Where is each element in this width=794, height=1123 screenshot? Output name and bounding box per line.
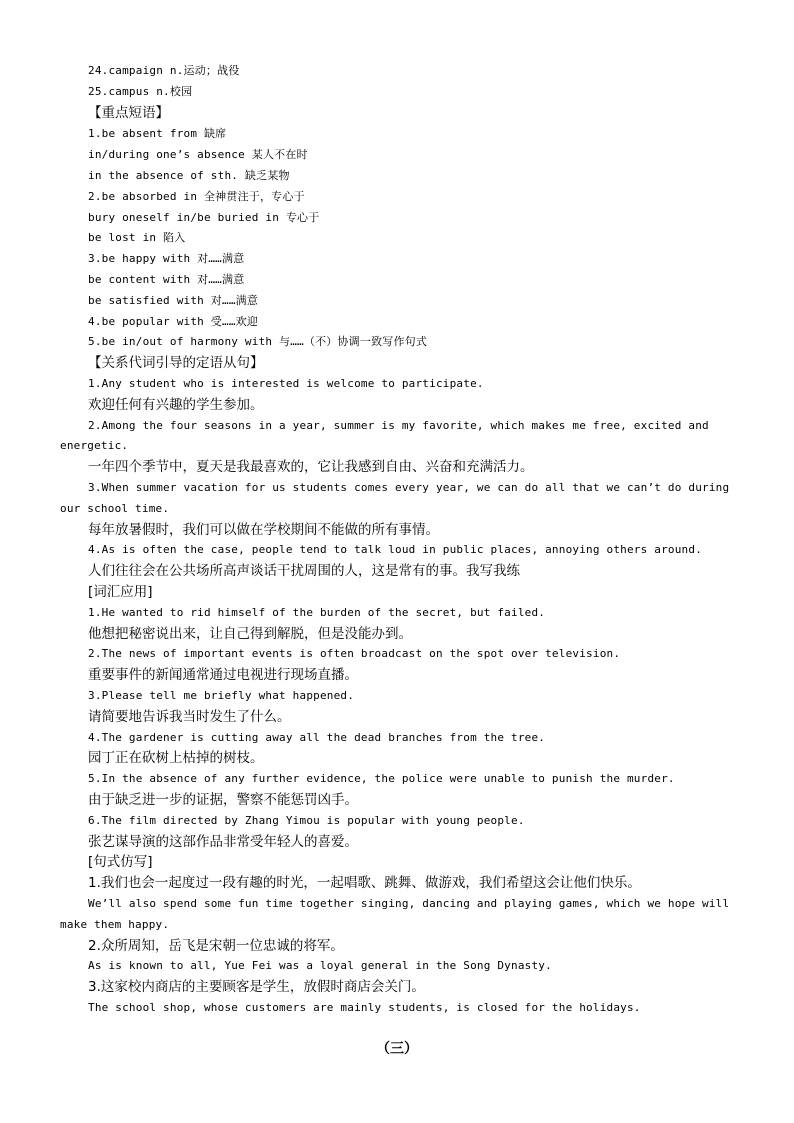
section-heading-sentence-imitation: [句式仿写]	[88, 854, 153, 870]
phrase-line: be content with 对……满意	[88, 273, 245, 286]
page-number: （三）	[376, 1041, 418, 1057]
translation-line: 请简要地告诉我当时发生了什么。	[88, 709, 291, 725]
translation-line: 园丁正在砍树上枯掉的树枝。	[88, 750, 264, 766]
phrase-line: 2.be absorbed in 全神贯注于，专心于	[88, 190, 305, 203]
vocab-item-24: 24.campaign n.运动；战役	[88, 64, 240, 77]
example-sentence: 4.The gardener is cutting away all the dead branches from the tree.	[88, 731, 546, 744]
answer-sentence: We’ll also spend some fun time together singing, dancing and playing games, which we hope will	[88, 897, 730, 910]
phrase-line: be satisfied with 对……满意	[88, 294, 259, 307]
example-sentence-continued: energetic.	[60, 439, 129, 452]
example-sentence: 6.The film directed by Zhang Yimou is popular with young people.	[88, 814, 525, 827]
example-sentence: 1.Any student who is interested is welcome to participate.	[88, 377, 484, 390]
translation-line: 他想把秘密说出来，让自己得到解脱，但是没能办到。	[88, 626, 412, 642]
answer-sentence: The school shop, whose customers are mainly students, is closed for the holidays.	[88, 1001, 641, 1014]
example-sentence: 2.The news of important events is often broadcast on the spot over television.	[88, 647, 621, 660]
prompt-line: 1.我们也会一起度过一段有趣的时光，一起唱歌、跳舞、做游戏，我们希望这会让他们快乐。	[88, 875, 641, 891]
translation-line: 由于缺乏进一步的证据，警察不能惩罚凶手。	[88, 792, 358, 808]
example-sentence-continued: our school time.	[60, 502, 170, 515]
example-sentence: 4.As is often the case, people tend to talk loud in public places, annoying others around.	[88, 543, 703, 556]
phrase-line: 1.be absent from 缺席	[88, 127, 227, 140]
answer-sentence-continued: make them happy.	[60, 918, 170, 931]
example-sentence: 2.Among the four seasons in a year, summer is my favorite, which makes me free, excited and	[88, 419, 709, 432]
section-heading-vocabulary-use: [词汇应用]	[88, 584, 153, 600]
translation-line: 欢迎任何有兴趣的学生参加。	[88, 397, 264, 413]
section-heading-key-phrases: 【重点短语】	[88, 105, 169, 121]
translation-line: 每年放暑假时，我们可以做在学校期间不能做的所有事情。	[88, 522, 439, 538]
translation-line: 人们往往会在公共场所高声谈话干扰周围的人，这是常有的事。我写我练	[88, 563, 520, 579]
prompt-line: 2.众所周知，岳飞是宋朝一位忠诚的将军。	[88, 938, 344, 954]
translation-line: 重要事件的新闻通常通过电视进行现场直播。	[88, 667, 358, 683]
phrase-line: 4.be popular with 受……欢迎	[88, 315, 259, 328]
phrase-line: bury oneself in/be buried in 专心于	[88, 211, 320, 224]
section-heading-relative-clauses: 【关系代词引导的定语从句】	[88, 355, 264, 371]
vocab-item-25: 25.campus n.校园	[88, 85, 193, 98]
answer-sentence: As is known to all, Yue Fei was a loyal general in the Song Dynasty.	[88, 959, 552, 972]
phrase-line: be lost in 陷入	[88, 231, 186, 244]
prompt-line: 3.这家校内商店的主要顾客是学生，放假时商店会关门。	[88, 979, 425, 995]
example-sentence: 3.Please tell me briefly what happened.	[88, 689, 355, 702]
example-sentence: 5.In the absence of any further evidence, the police were unable to punish the murder.	[88, 772, 675, 785]
phrase-line: 5.be in/out of harmony with 与……（不）协调一致写作句式	[88, 335, 428, 348]
translation-line: 张艺谋导演的这部作品非常受年轻人的喜爱。	[88, 834, 358, 850]
translation-line: 一年四个季节中，夏天是我最喜欢的，它让我感到自由、兴奋和充满活力。	[88, 459, 534, 475]
phrase-line: 3.be happy with 对……满意	[88, 252, 245, 265]
phrase-line: in/during one’s absence 某人不在时	[88, 148, 308, 161]
example-sentence: 1.He wanted to rid himself of the burden of the secret, but failed.	[88, 606, 546, 619]
phrase-line: in the absence of sth. 缺乏某物	[88, 169, 290, 182]
example-sentence: 3.When summer vacation for us students comes every year, we can do all that we can’t do during	[88, 481, 730, 494]
